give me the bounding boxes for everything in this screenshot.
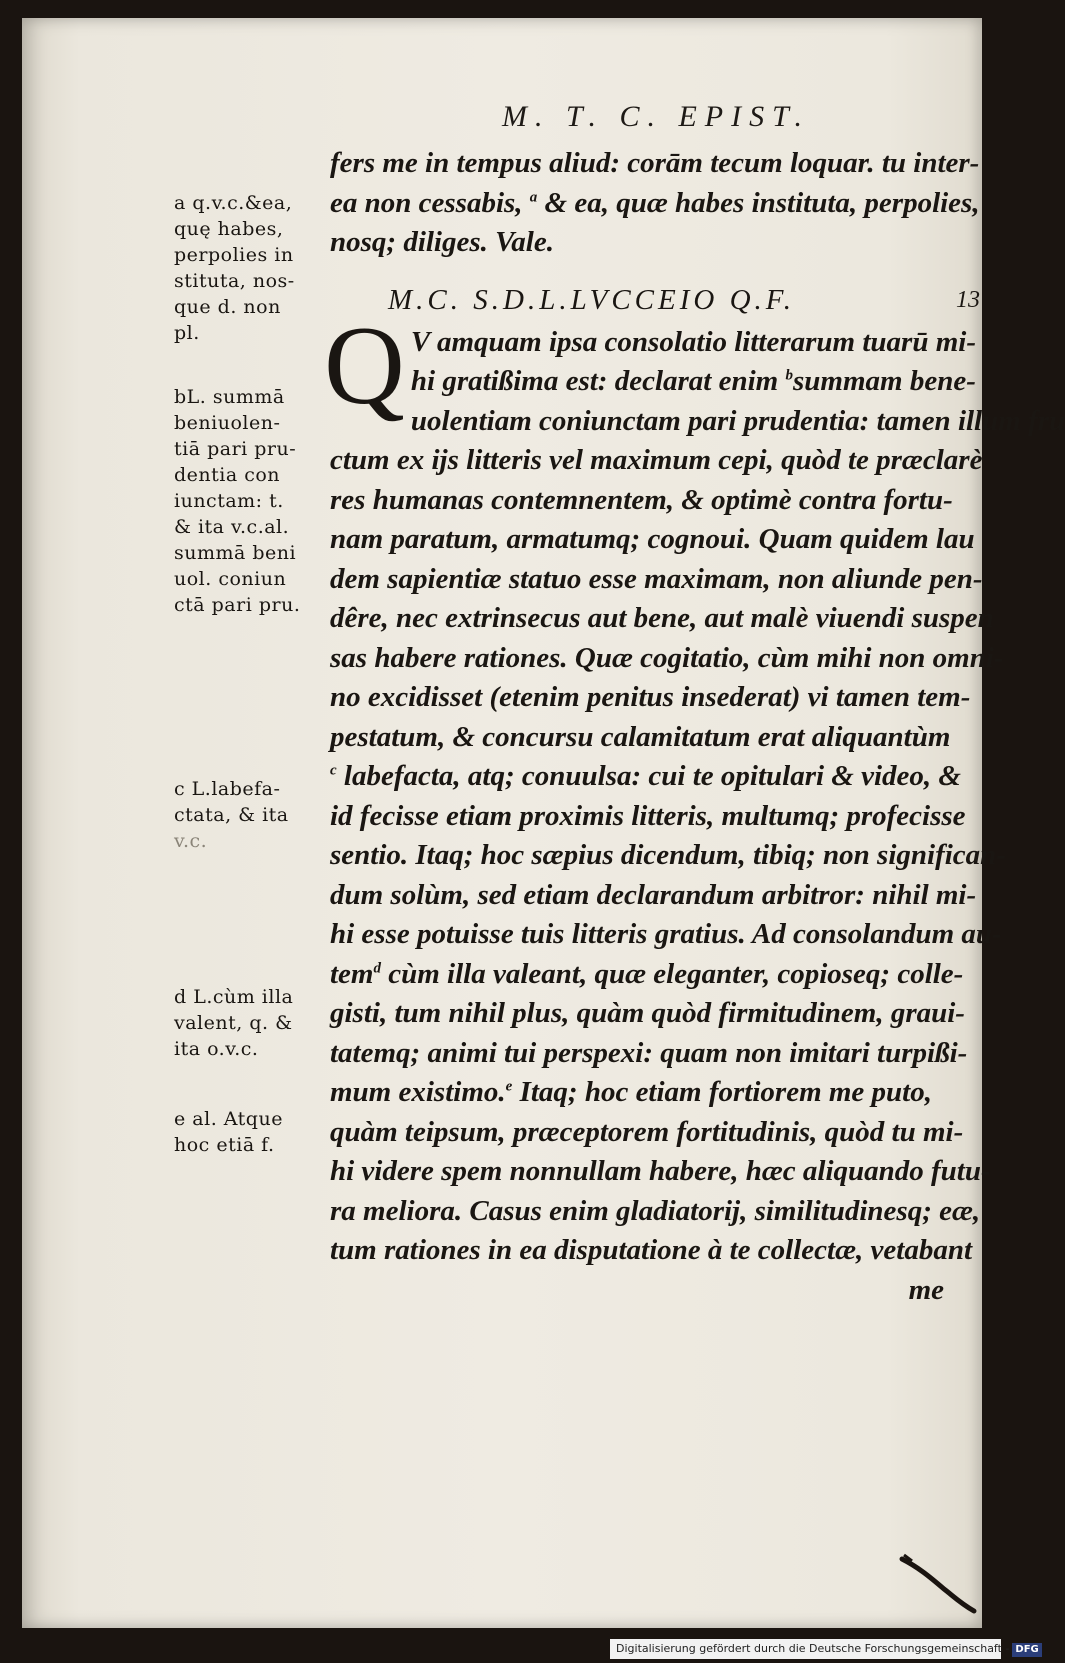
letter-heading-text: M.C. S.D.L.LVCCEIO Q.F. xyxy=(388,283,796,316)
text-line: tum rationes in ea disputatione à te collectæ, vetabant xyxy=(330,1234,973,1266)
footnote-marker-c: c xyxy=(330,762,337,779)
text-line: hi videre spem nonnullam habere, hæc aliquando futu- xyxy=(330,1155,991,1187)
text-line: id fecisse etiam proximis litteris, multumq; profecisse xyxy=(330,799,966,832)
text-line: tem$^d$ cùm illa valeant, quæ eleganter, copioseq; colle- xyxy=(330,957,964,990)
text-line: pestatum, & concursu calamitatum erat aliquantùm xyxy=(330,720,951,753)
marginal-note-e: e al. Atque hoc etiā f. xyxy=(174,1108,283,1156)
book-page xyxy=(22,18,1065,1628)
text-line: tatemq; animi tui perspexi: quam non imitari turpißi- xyxy=(330,1036,968,1069)
footnote-marker-e: e xyxy=(505,1078,513,1095)
text-line: no excidisset (etenim penitus insederat) vi tamen tem- xyxy=(330,681,971,713)
text-line: dêre, nec extrinsecus aut bene, aut malè viuendi suspen xyxy=(330,602,994,634)
marginal-note-a: a q.v.c.&ea, quę habes, perpolies in stituta, nos- que d. non pl. xyxy=(174,192,295,344)
running-title: M. T. C. EPIST. xyxy=(502,100,811,133)
main-text-block xyxy=(324,144,1065,1310)
letter-heading xyxy=(330,271,980,323)
text-line: gisti, tum nihil plus, quàm quòd firmitudinem, graui- xyxy=(330,997,965,1029)
footnote-marker-b: b xyxy=(785,367,793,384)
text-line: res humanas contemnentem, & optimè contra fortu- xyxy=(330,483,953,516)
text-line: sas habere rationes. Quæ cogitatio, cùm mihi non omni- xyxy=(330,641,1004,674)
text-line: hi gratißima est: declarat enim $^b$summam bene- xyxy=(410,365,976,397)
text-line: quàm teipsum, præceptorem fortitudinis, quòd tu mi- xyxy=(330,1115,964,1148)
footnote-marker-a: a xyxy=(529,188,538,205)
text-line: dem sapientiæ statuo esse maximam, non aliunde pen- xyxy=(330,562,983,595)
text-line: dum solùm, sed etiam declarandum arbitror: nihil mi- xyxy=(330,878,977,911)
drop-cap: Q xyxy=(324,303,405,428)
text-line: nam paratum, armatumq; cognoui. Quam quidem lau xyxy=(330,523,975,555)
marginal-note-d: d L.cùm illa valent, q. & ita o.v.c. xyxy=(174,986,294,1060)
text-line: V amquam ipsa consolatio litterarum tuarū mi- xyxy=(410,325,976,358)
marginal-note-c: c L.labefa- ctata, & ita v.c. xyxy=(174,778,289,852)
text-line: ctum ex ijs litteris vel maximum cepi, quòd te præclarè xyxy=(330,444,983,476)
letter-paragraph xyxy=(324,303,1065,1311)
footnote-marker-d: d xyxy=(373,959,381,976)
digitization-credit: Digitalisierung gefördert durch die Deutsche Forschungsgemeinschaft - DFG xyxy=(610,1639,1001,1659)
text-line: hi esse potuisse tuis litteris gratius. Ad consolandum au- xyxy=(330,918,1002,950)
text-line: $^c$ labefacta, atq; conuulsa: cui te opitulari & video, & xyxy=(330,760,961,792)
text-line: mum existimo.$^e$ Itaq; hoc etiam fortiorem me puto, xyxy=(330,1076,932,1108)
text-line: uolentiam coniunctam pari prudentia: tamen illum fru xyxy=(410,404,1065,437)
dfg-logo: DFG xyxy=(1012,1643,1041,1657)
text-line: nosq; diliges. Vale. xyxy=(330,226,554,258)
catchword: me xyxy=(908,1273,944,1306)
text-line: sentio. Itaq; hoc sæpius dicendum, tibiq; non significan- xyxy=(330,839,1006,871)
text-line: ea non cessabis, $^a$ & ea, quæ habes instituta, perpolies, xyxy=(330,186,980,219)
text-line: fers me in tempus aliud: corām tecum loquar. tu inter- xyxy=(330,147,980,179)
ribbon-bookmark-icon xyxy=(900,1553,980,1613)
text-line: ra meliora. Casus enim gladiatorij, similitudinesq; eæ, xyxy=(330,1194,981,1227)
folio-number: 13 xyxy=(956,286,980,313)
marginal-note-b: bL. summā beniuolen- tiā pari pru- dentia con iunctam: t. & ita v.c.al. summā beni uol. coniun ctā pari pru. xyxy=(174,386,301,616)
